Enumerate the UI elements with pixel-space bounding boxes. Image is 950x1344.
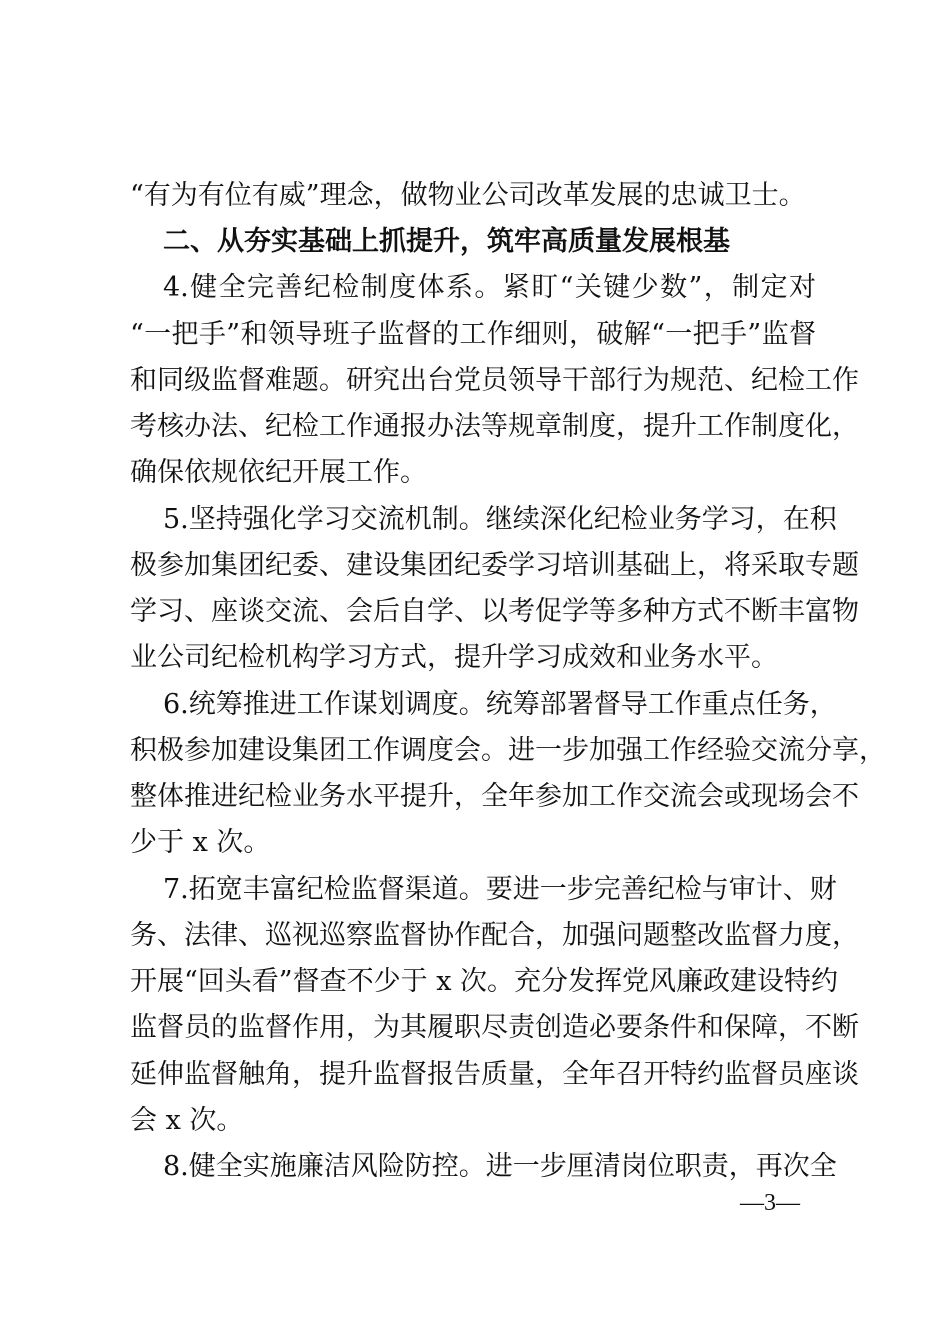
section-heading: 二、从夯实基础上抓提升，筑牢高质量发展根基: [163, 226, 730, 258]
text-line: 延伸监督触角，提升监督报告质量，全年召开特约监督员座谈: [130, 1058, 859, 1090]
text-line: “有为有位有威”理念，做物业公司改革发展的忠诚卫士。: [130, 180, 806, 211]
text-line: 少于 x 次。: [130, 827, 271, 859]
text-line: 7.拓宽丰富纪检监督渠道。要进一步完善纪检与审计、财: [163, 873, 837, 905]
text-line: 整体推进纪检业务水平提升，全年参加工作交流会或现场会不: [130, 781, 859, 813]
text-line: 确保依规依纪开展工作。: [130, 457, 427, 489]
text-line: 开展“回头看”督查不少于 x 次。充分发挥党风廉政建设特约: [130, 966, 838, 998]
text-line: 务、法律、巡视巡察监督协作配合，加强问题整改监督力度，: [130, 919, 859, 951]
text-line: 5.坚持强化学习交流机制。继续深化纪检业务学习，在积: [163, 503, 837, 535]
text-line: 积极参加建设集团工作调度会。进一步加强工作经验交流分享，: [130, 734, 886, 766]
text-line: 监督员的监督作用，为其履职尽责创造必要条件和保障，不断: [130, 1012, 859, 1044]
text-line: 会 x 次。: [130, 1104, 244, 1136]
text-line: 极参加集团纪委、建设集团纪委学习培训基础上，将采取专题: [130, 549, 859, 581]
text-line: 业公司纪检机构学习方式，提升学习成效和业务水平。: [130, 642, 778, 674]
text-line: 学习、座谈交流、会后自学、以考促学等多种方式不断丰富物: [130, 596, 859, 628]
text-line: 6.统筹推进工作谋划调度。统筹部署督导工作重点任务，: [163, 688, 837, 720]
text-line: 4.健全完善纪检制度体系。紧盯“关键少数”，制定对: [163, 272, 816, 304]
page-number: —3—: [740, 1190, 800, 1216]
text-line: 8.健全实施廉洁风险防控。进一步厘清岗位职责，再次全: [163, 1151, 837, 1183]
text-line: 考核办法、纪检工作通报办法等规章制度，提升工作制度化，: [130, 411, 859, 443]
text-line: 和同级监督难题。研究出台党员领导干部行为规范、纪检工作: [130, 364, 859, 396]
text-line: “一把手”和领导班子监督的工作细则，破解“一把手”监督: [130, 318, 816, 350]
